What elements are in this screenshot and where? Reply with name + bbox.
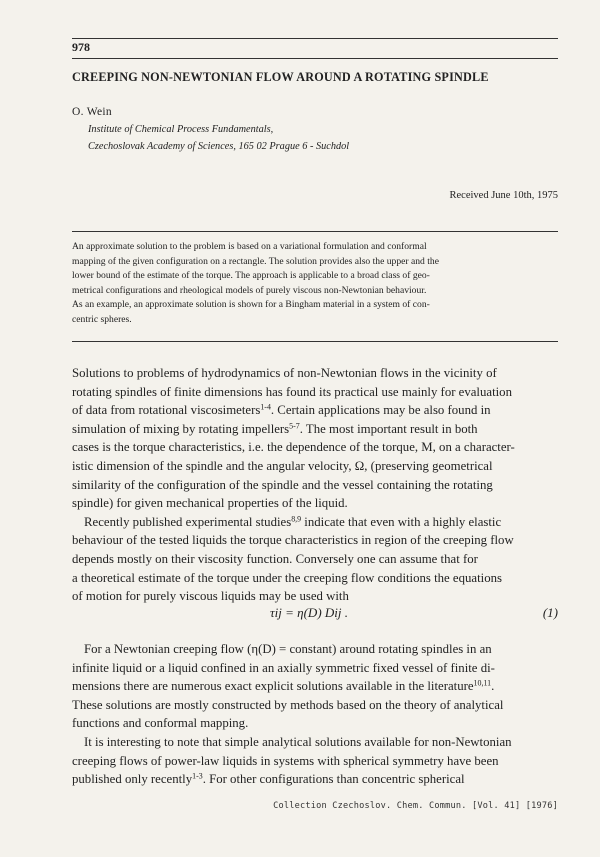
- abstract-line: metrical configurations and rheological models of purely viscous non-Newtonian behaviour.: [72, 284, 427, 296]
- body-line: functions and conformal mapping.: [72, 716, 249, 731]
- abstract-rule-bottom: [72, 341, 558, 342]
- abstract-line: As an example, an approximate solution is shown for a Bingham material in a system of con-: [72, 299, 430, 310]
- body-text: . For other configurations than concentric spherical: [202, 772, 465, 787]
- body-line: For a Newtonian creeping flow (η(D) = constant) around rotating spindles in an: [84, 642, 492, 656]
- article-title: CREEPING NON-NEWTONIAN FLOW AROUND A ROTATING SPINDLE: [72, 70, 489, 84]
- journal-citation-footer: Collection Czechoslov. Chem. Commun. [Vol. 41] [1976]: [273, 801, 558, 811]
- body-text: published only recently: [72, 772, 193, 787]
- affiliation-line-2: Czechoslovak Academy of Sciences, 165 02 Prague 6 - Suchdol: [88, 141, 350, 152]
- body-line: Solutions to problems of hydrodynamics of non-Newtonian flows in the vicinity of: [72, 366, 497, 380]
- equation-expression: τij = η(D) Dij .: [270, 605, 349, 620]
- body-line: rotating spindles of finite dimensions has found its practical use mainly for evaluation: [72, 384, 512, 399]
- affiliation-line-1: Institute of Chemical Process Fundamentals,: [88, 124, 274, 135]
- body-paragraph-2: [72, 640, 558, 789]
- body-line: [72, 420, 558, 439]
- reference-superscript: 1-3: [192, 771, 203, 781]
- body-paragraph-1: [72, 364, 558, 606]
- reference-superscript: 1-4: [260, 402, 271, 412]
- body-line: creeping flows of power-law liquids in systems with spherical symmetry have been: [72, 753, 499, 768]
- abstract-rule-top: [72, 231, 558, 232]
- body-line: spindle) for given mechanical properties of the liquid.: [72, 496, 348, 511]
- body-line: These solutions are mostly constructed by methods based on the theory of analytical: [72, 697, 504, 712]
- body-text: indicate that even with a highly elastic: [301, 514, 502, 529]
- body-line: infinite liquid or a liquid confined in an axially symmetric fixed vessel of finite di-: [72, 660, 495, 675]
- body-line: similarity of the configuration of the spindle and the vessel containing the rotating: [72, 477, 493, 492]
- reference-superscript: 10,11: [473, 678, 492, 688]
- body-text: . The most important result in both: [299, 421, 478, 436]
- abstract-line: lower bound of the estimate of the torque. The approach is applicable to a broad class of geo-: [72, 270, 430, 281]
- abstract-line: mapping of the given configuration on a rectangle. The solution provides also the upper and the: [72, 255, 439, 267]
- abstract: [72, 240, 558, 327]
- body-line: [72, 401, 558, 420]
- body-line: behaviour of the tested liquids the torque characteristics in region of the creeping flow: [72, 533, 514, 548]
- header-rule-top: [72, 38, 558, 39]
- equation-1: [72, 605, 558, 625]
- page-number: 978: [72, 40, 90, 54]
- body-text: . Certain applications may be also found in: [270, 403, 491, 418]
- body-line: of motion for purely viscous liquids may be used with: [72, 589, 349, 604]
- body-text: mensions there are numerous exact explicit solutions available in the literature: [72, 679, 474, 694]
- body-line: istic dimension of the spindle and the angular velocity, Ω, (preserving geometrical: [72, 458, 493, 473]
- author-name: O. Wein: [72, 106, 112, 118]
- body-text: .: [491, 679, 495, 694]
- body-line: [72, 677, 558, 696]
- body-line: a theoretical estimate of the torque under the creeping flow conditions the equations: [72, 570, 502, 585]
- body-line: [72, 770, 558, 789]
- reference-superscript: 5-7: [289, 421, 300, 431]
- reference-superscript: 8,9: [291, 514, 302, 523]
- body-text: of data from rotational viscosimeters: [72, 403, 261, 418]
- received-date: Received June 10th, 1975: [449, 190, 558, 201]
- body-line: It is interesting to note that simple analytical solutions available for non-Newtonian: [84, 734, 512, 749]
- body-line: cases is the torque characteristics, i.e. the dependence of the torque, M, on a character-: [72, 440, 515, 455]
- header-rule-bottom: [72, 58, 558, 59]
- abstract-line: An approximate solution to the problem is based on a variational formulation and conformal: [72, 241, 427, 252]
- body-text: Recently published experimental studies: [84, 514, 292, 529]
- body-text: simulation of mixing by rotating impellers: [72, 421, 290, 436]
- body-line: [72, 513, 558, 532]
- abstract-line: centric spheres.: [72, 313, 132, 325]
- equation-number: (1): [542, 605, 558, 620]
- body-line: depends mostly on their viscosity function. Conversely one can assume that for: [72, 551, 478, 566]
